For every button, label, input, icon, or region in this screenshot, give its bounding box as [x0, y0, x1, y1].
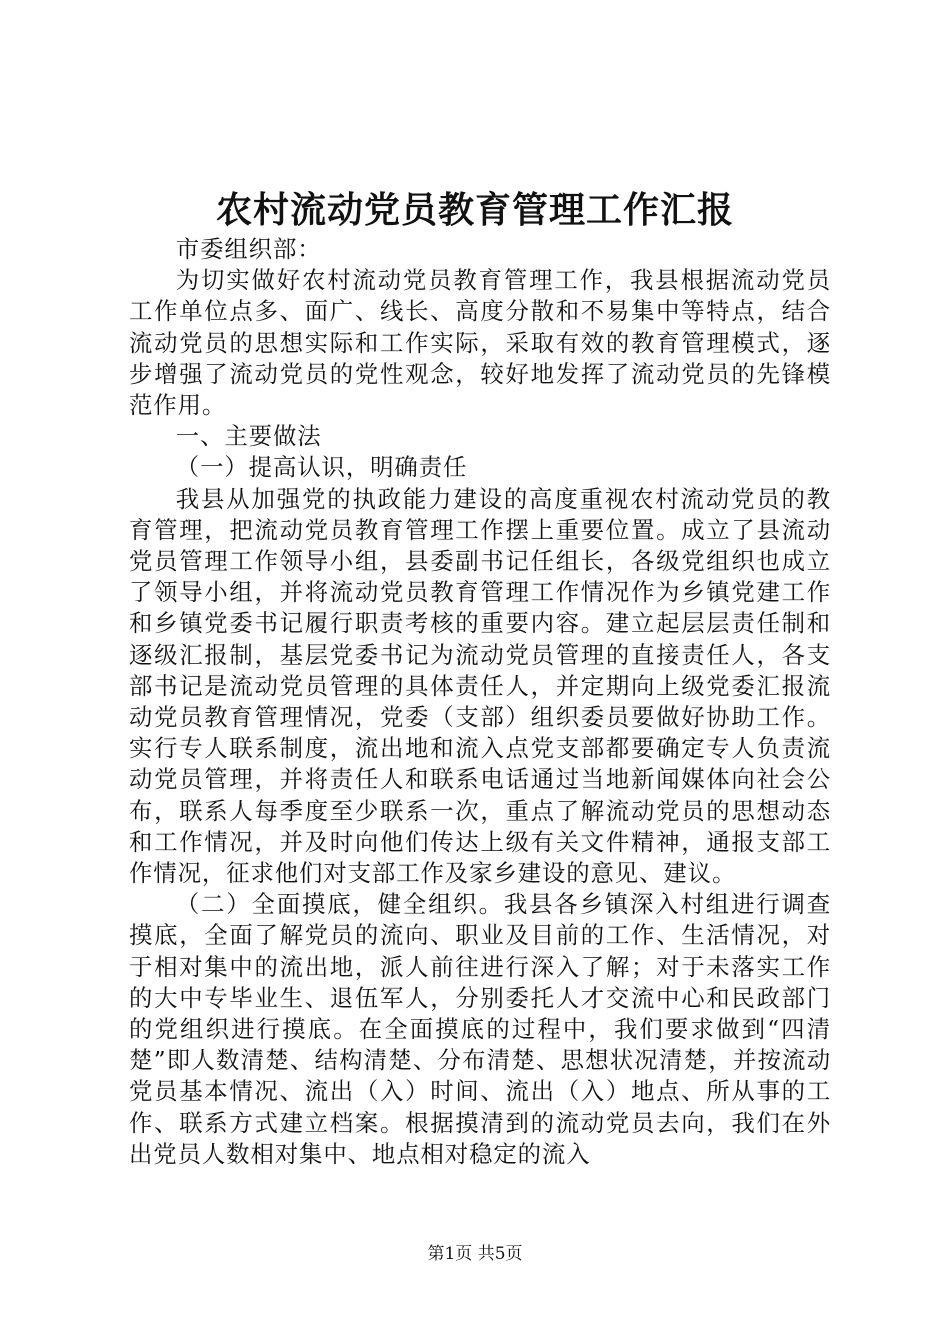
- section-heading: 一、主要做法: [175, 422, 322, 451]
- page-footer: 第1页 共5页: [427, 1244, 523, 1264]
- salutation: 市委组织部：: [175, 235, 322, 263]
- document-title: 农村流动党员教育管理工作汇报: [215, 189, 734, 231]
- paragraph-body: （二）全面摸底，健全组织。我县各乡镇深入村组进行调查摸底，全面了解党员的流向、职业及目前的工作、生活情况，对于相对集中的流出地，派人前往进行深入了解；对于未落实工作的大中专毕业生、退伍军人，分别委托人才交流中心和民政部门的党组织进行摸底。在全面摸底的过程中，我们要求做到“四清楚”即人数清楚、结构清楚、分布清楚、思想状况清楚，并按流动党员基本情况、流出（入）时间、流出（入）地点、所从事的工作、联系方式建立档案。根据摸清到的流动党员去向，我们在外出党员人数相对集中、地点相对稳定的流入: [129, 890, 831, 1168]
- paragraph-body: 我县从加强党的执政能力建设的高度重视农村流动党员的教育管理，把流动党员教育管理工作摆上重要位置。成立了县流动党员管理工作领导小组，县委副书记任组长，各级党组织也成立了领导小组，并将流动党员教育管理工作情况作为乡镇党建工作和乡镇党委书记履行职责考核的重要内容。建立起层层责任制和逐级汇报制，基层党委书记为流动党员管理的直接责任人，各支部书记是流动党员管理的具体责任人，并定期向上级党委汇报流动党员教育管理情况，党委（支部）组织委员要做好协助工作。实行专人联系制度，流出地和流入点党支部都要确定专人负责流动党员管理，并将责任人和联系电话通过当地新闻媒体向社会公布，联系人每季度至少联系一次，重点了解流动党员的思想动态和工作情况，并及时向他们传达上级有关文件精神，通报支部工作情况，征求他们对支部工作及家乡建设的意见、建议。: [129, 484, 831, 888]
- document-body: [129, 234, 831, 1170]
- subsection-heading: （一）提高认识，明确责任: [175, 453, 468, 482]
- paragraph-intro: 为切实做好农村流动党员教育管理工作，我县根据流动党员工作单位点多、面广、线长、高度分散和不易集中等特点，结合流动党员的思想实际和工作实际，采取有效的教育管理模式，逐步增强了流动党员的党性观念，较好地发挥了流动党员的先锋模范作用。: [129, 266, 831, 420]
